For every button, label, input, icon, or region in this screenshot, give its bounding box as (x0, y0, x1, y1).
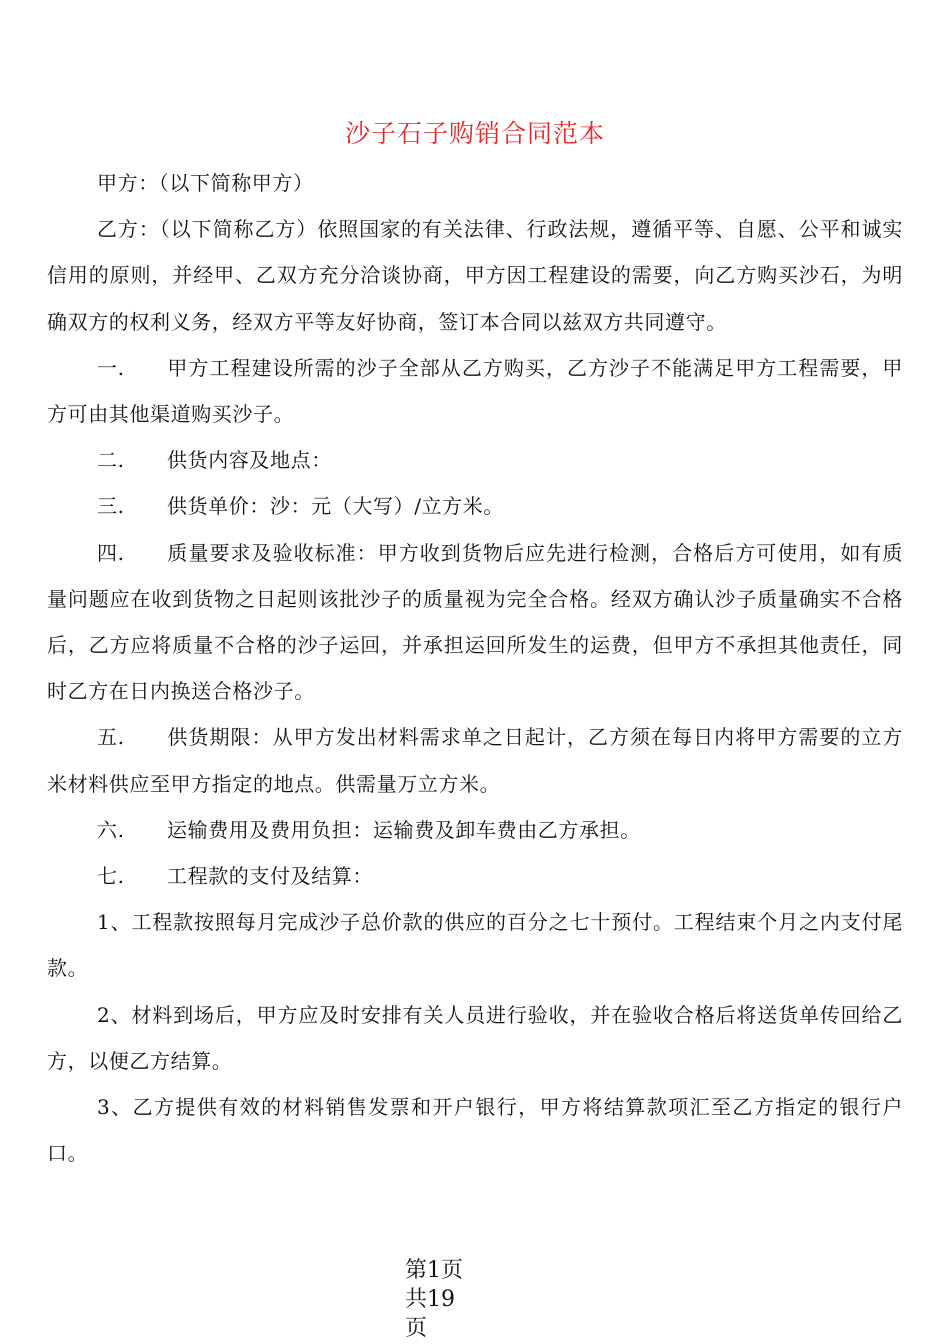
party-a-line: 甲方：（以下简称甲方） (97, 171, 314, 195)
intro-paragraph: 乙方：（以下简称乙方）依照国家的有关法律、行政法规，遵循平等、自愿、公平和诚实信用的原则，并经甲、乙双方充分洽谈协商，甲方因工程建设的需要，向乙方购买沙石，为明确双方的权利义务，经双方平等友好协商，签订本合同以兹双方共同遵守。 (47, 217, 903, 334)
page-number: 第1页共19页 (405, 1258, 463, 1341)
clause-5 (47, 714, 903, 806)
clause-4 (47, 530, 903, 715)
clause-text: 甲方工程建设所需的沙子全部从乙方购买，乙方沙子不能满足甲方工程需要，甲方可由其他渠道购买沙子。 (47, 355, 903, 427)
payment-item-3: 3、乙方提供有效的材料销售发票和开户银行，甲方将结算款项汇至乙方指定的银行户口。 (47, 1095, 903, 1166)
clause-text: 供货单价：沙：元（大写）/立方米。 (167, 494, 504, 519)
clause-number: 二. (97, 448, 125, 473)
payment-item-1: 1、工程款按照每月完成沙子总价款的供应的百分之七十预付。工程结束个月之内支付尾款。 (47, 910, 903, 981)
clause-7 (47, 853, 903, 899)
clause-text: 供货内容及地点： (167, 448, 332, 473)
clause-number: 三. (97, 494, 125, 519)
clause-number: 一. (97, 355, 125, 380)
payment-item-2: 2、材料到场后，甲方应及时安排有关人员进行验收，并在验收合格后将送货单传回给乙方，以便乙方结算。 (47, 1002, 903, 1073)
clause-number: 四. (97, 540, 125, 565)
clause-text: 工程款的支付及结算： (167, 864, 373, 889)
clause-number: 六. (97, 817, 125, 842)
clause-6 (47, 807, 903, 853)
clause-number: 七. (97, 864, 125, 889)
clause-3 (47, 483, 903, 529)
clause-number: 五. (97, 725, 125, 750)
document-title: 沙子石子购销合同范本 (344, 119, 605, 148)
document-body (47, 160, 903, 1176)
clause-2 (47, 437, 903, 483)
clause-text: 运输费用及费用负担：运输费及卸车费由乙方承担。 (167, 817, 641, 842)
clause-text: 供货期限：从甲方发出材料需求单之日起计，乙方须在每日内将甲方需要的立方米材料供应至甲方指定的地点。供需量万立方米。 (47, 725, 903, 796)
clause-1 (47, 345, 903, 437)
clause-text: 质量要求及验收标准：甲方收到货物后应先进行检测，合格后方可使用，如有质量问题应在收到货物之日起则该批沙子的质量视为完全合格。经双方确认沙子质量确实不合格后，乙方应将质量不合格的沙子运回，并承担运回所发生的运费，但甲方不承担其他责任，同时乙方在日内换送合格沙子。 (47, 540, 903, 704)
